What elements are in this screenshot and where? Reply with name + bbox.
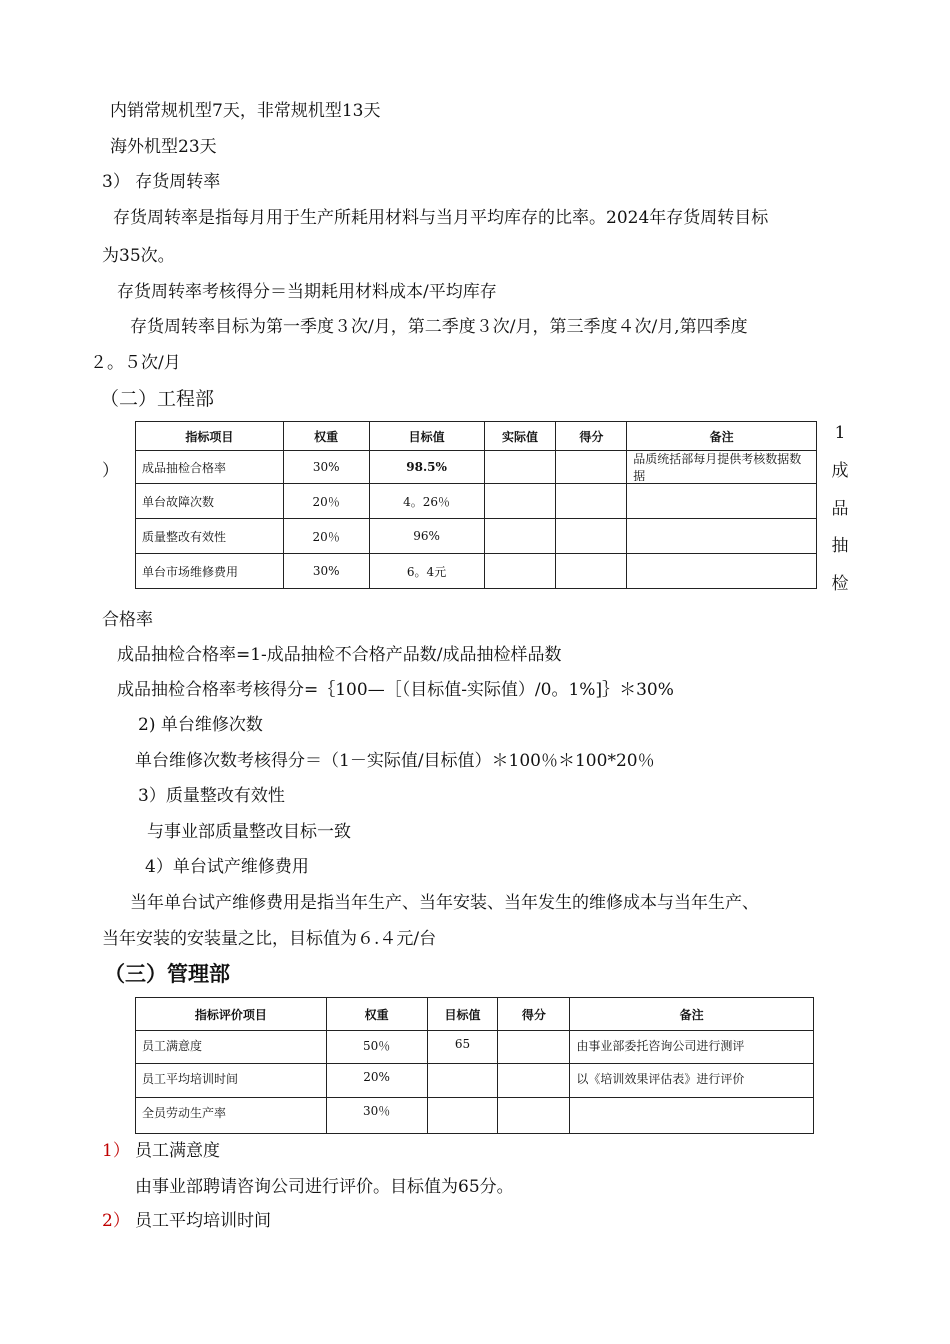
header-cell: 备注 — [570, 998, 814, 1031]
paragraph: 当年安装的安装量之比，目标值为６.４元/台 — [102, 929, 437, 949]
header-cell: 实际值 — [484, 422, 556, 451]
formula-text: 单台维修次数考核得分＝（1－实际值/目标值）＊100％＊100*20％ — [135, 751, 655, 771]
table-cell: 30％ — [326, 1098, 427, 1134]
table-cell — [627, 554, 817, 589]
table-cell — [556, 484, 627, 519]
wrapped-heading-char: 抽 — [831, 536, 849, 556]
header-cell: 得分 — [498, 998, 570, 1031]
table-cell: 成品抽检合格率 — [136, 451, 284, 484]
wrapped-heading-char: 检 — [831, 574, 849, 594]
table-cell — [498, 1098, 570, 1134]
header-cell: 目标值 — [427, 998, 498, 1031]
paragraph: 为35次。 — [102, 246, 175, 266]
paragraph: 存货周转率是指每月用于生产所耗用材料与当月平均库存的比率。2024年存货周转目标 — [113, 208, 769, 228]
table-cell: 品质统括部每月提供考核数据数据 — [627, 451, 817, 484]
table-cell: 20% — [326, 1064, 427, 1098]
table-cell: 全员劳动生产率 — [136, 1098, 327, 1134]
header-cell: 权重 — [326, 998, 427, 1031]
section-heading-management: （三）管理部 — [104, 962, 230, 986]
management-table — [135, 997, 814, 1134]
table-cell — [484, 554, 556, 589]
text-line: 内销常规机型7天，非常规机型13天 — [110, 101, 381, 121]
table-cell: 20％ — [283, 519, 369, 554]
table-row — [136, 451, 817, 484]
header-cell: 指标项目 — [136, 422, 284, 451]
table-row — [136, 1031, 814, 1064]
table-cell — [484, 451, 556, 484]
table-cell: 质量整改有效性 — [136, 519, 284, 554]
table-row — [136, 519, 817, 554]
table-cell — [498, 1064, 570, 1098]
header-cell: 指标评价项目 — [136, 998, 327, 1031]
section-heading-engineering: （二）工程部 — [100, 388, 215, 410]
table-cell — [484, 484, 556, 519]
wrapped-heading-end: 合格率 — [102, 610, 153, 630]
header-cell: 目标值 — [369, 422, 484, 451]
table-row — [136, 1064, 814, 1098]
table-cell — [556, 519, 627, 554]
table-cell: 20％ — [283, 484, 369, 519]
table-cell: 30% — [283, 451, 369, 484]
table-cell: 50％ — [326, 1031, 427, 1064]
paragraph: 当年单台试产维修费用是指当年生产、当年安装、当年发生的维修成本与当年生产、 — [130, 893, 759, 913]
list-item-title: 员工满意度 — [135, 1141, 220, 1161]
table-cell: 96% — [369, 519, 484, 554]
list-number: 1） — [102, 1141, 130, 1161]
table-cell: 以《培训效果评估表》进行评价 — [570, 1064, 814, 1098]
header-cell: 得分 — [556, 422, 627, 451]
table-cell: 6。4元 — [369, 554, 484, 589]
formula-text: 存货周转率考核得分＝当期耗用材料成本/平均库存 — [117, 282, 497, 302]
table-cell — [570, 1098, 814, 1134]
table-row — [136, 554, 817, 589]
wrapped-heading-char: 品 — [831, 499, 849, 519]
list-heading: 3）质量整改有效性 — [138, 786, 285, 806]
table-cell: 30% — [283, 554, 369, 589]
header-cell: 备注 — [627, 422, 817, 451]
table-cell — [627, 519, 817, 554]
table-cell: 由事业部委托咨询公司进行测评 — [570, 1031, 814, 1064]
table-cell — [484, 519, 556, 554]
table-cell: 单台市场维修费用 — [136, 554, 284, 589]
list-number: 2） — [102, 1211, 130, 1231]
list-heading: 2) 单台维修次数 — [138, 715, 263, 735]
header-cell: 权重 — [283, 422, 369, 451]
left-mark: ） — [102, 461, 119, 481]
list-heading: 4）单台试产维修费用 — [145, 857, 309, 877]
engineering-table — [135, 421, 817, 589]
paragraph: 与事业部质量整改目标一致 — [147, 822, 351, 842]
text-line: 海外机型23天 — [110, 137, 217, 157]
table-cell — [556, 451, 627, 484]
formula-text: 成品抽检合格率考核得分=｛100—［（目标值-实际值）/0。1%]｝＊30% — [117, 680, 674, 700]
table-cell: 员工平均培训时间 — [136, 1064, 327, 1098]
table-cell — [627, 484, 817, 519]
table-cell: 单台故障次数 — [136, 484, 284, 519]
table-row — [136, 484, 817, 519]
table-cell: 65 — [427, 1031, 498, 1064]
paragraph: 存货周转率目标为第一季度３次/月，第二季度３次/月，第三季度４次/月,第四季度 — [130, 317, 748, 337]
list-heading: 3） 存货周转率 — [102, 172, 221, 192]
paragraph: 由事业部聘请咨询公司进行评价。目标值为65分。 — [135, 1177, 514, 1197]
wrapped-heading-char: 成 — [831, 461, 849, 481]
table-row — [136, 1098, 814, 1134]
table-cell: 4。26％ — [369, 484, 484, 519]
wrapped-heading-char: 1 — [834, 423, 846, 443]
table-cell — [427, 1064, 498, 1098]
table-cell: 98.5% — [369, 451, 484, 484]
list-item-title: 员工平均培训时间 — [135, 1211, 271, 1231]
formula-text: 成品抽检合格率=1-成品抽检不合格产品数/成品抽检样品数 — [117, 645, 562, 665]
paragraph: ２。５次/月 — [90, 353, 181, 373]
table-cell: 员工满意度 — [136, 1031, 327, 1064]
table-cell — [556, 554, 627, 589]
table-cell — [498, 1031, 570, 1064]
table-cell — [427, 1098, 498, 1134]
